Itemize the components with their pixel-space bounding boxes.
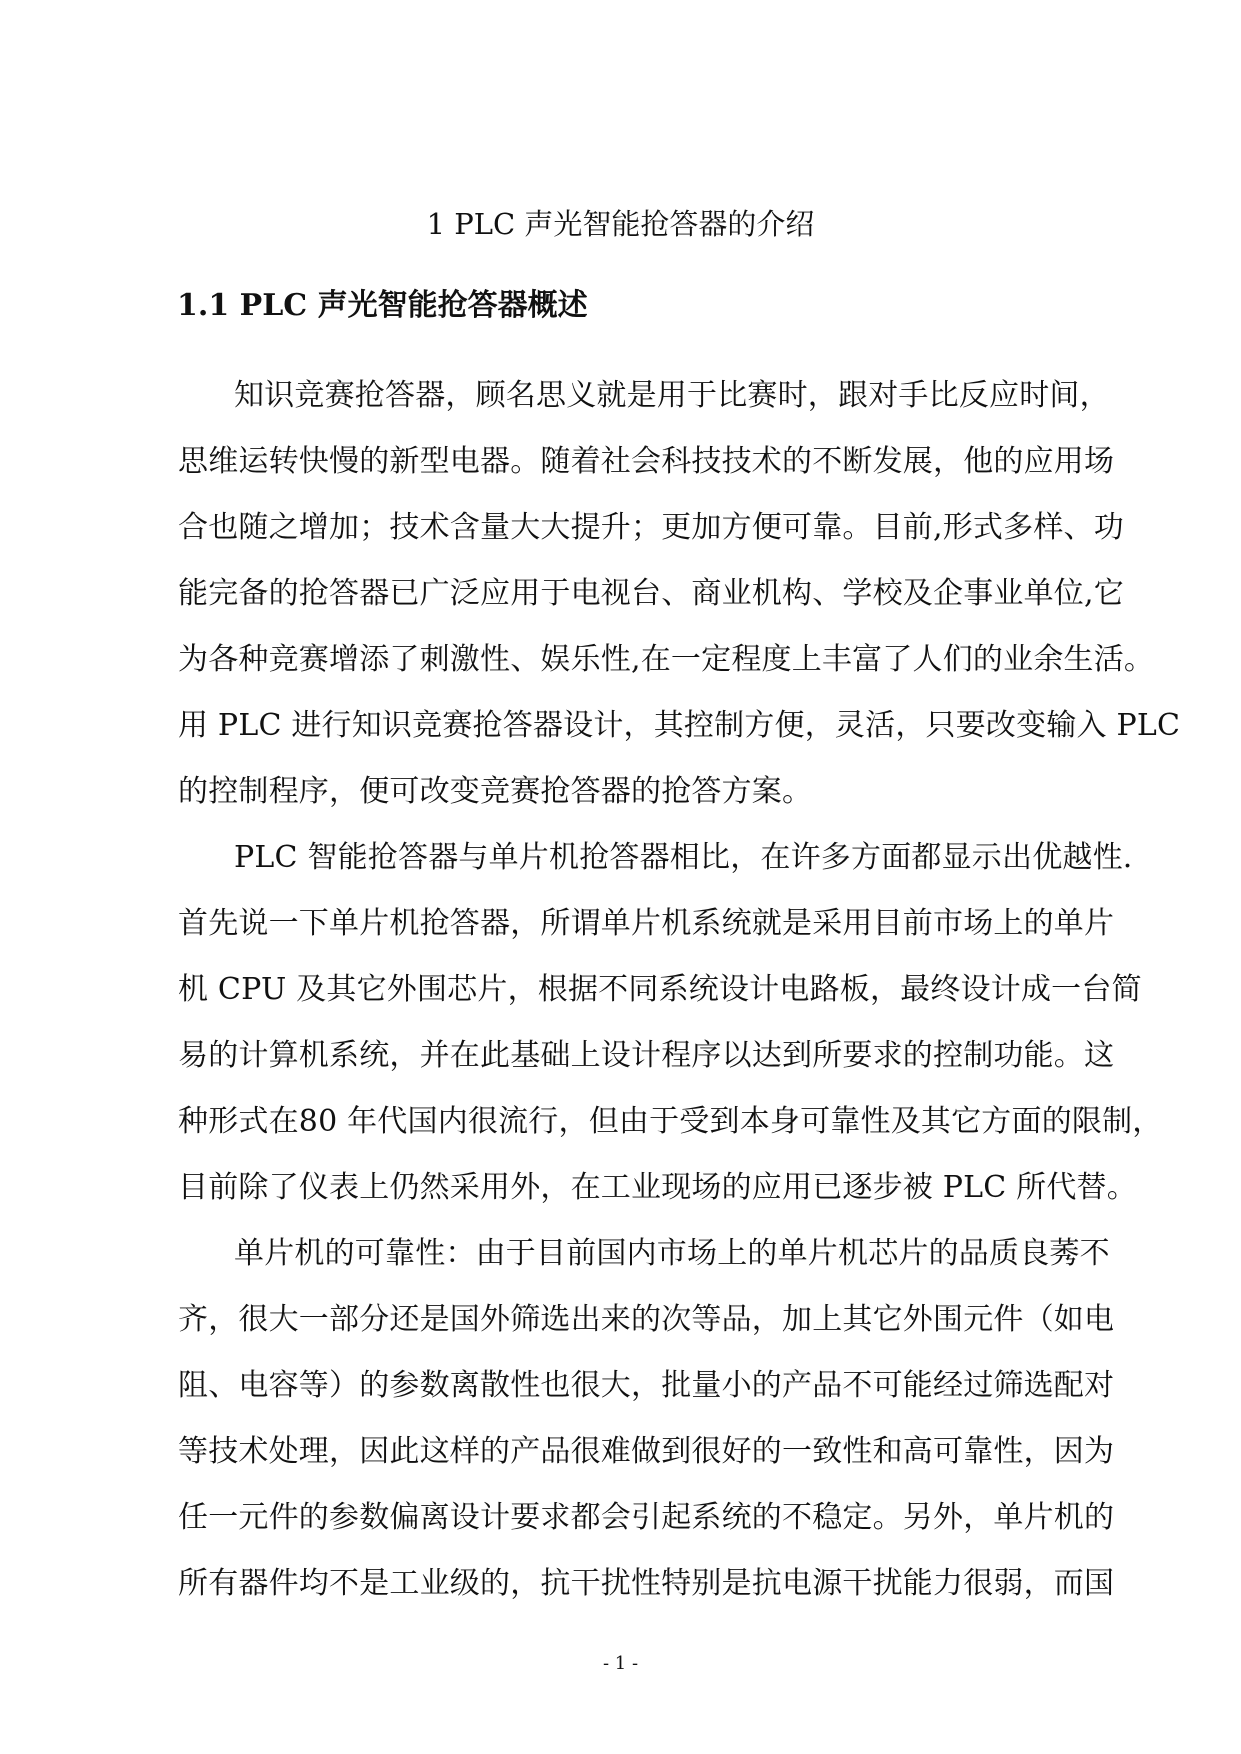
paragraph-line: 首先说一下单片机抢答器，所谓单片机系统就是采用目前市场上的单片 <box>178 906 1115 941</box>
chapter-title: 1 PLC 声光智能抢答器的介绍 <box>426 207 815 241</box>
body-text <box>178 363 1181 1617</box>
paragraph-line: 所有器件均不是工业级的，抗干扰性特别是抗电源干扰能力很弱，而国 <box>178 1566 1115 1601</box>
paragraph-line: 易的计算机系统，并在此基础上设计程序以达到所要求的控制功能。这 <box>178 1038 1115 1073</box>
paragraph-line: 单片机的可靠性：由于目前国内市场上的单片机芯片的品质良莠不 <box>234 1236 1110 1271</box>
paragraph-line: 阻、电容等）的参数离散性也很大，批量小的产品不可能经过筛选配对 <box>178 1368 1115 1403</box>
paragraph-line: 合也随之增加；技术含量大大提升；更加方便可靠。目前,形式多样、功 <box>178 510 1124 545</box>
paragraph-line: 等技术处理，因此这样的产品很难做到很好的一致性和高可靠性，因为 <box>178 1434 1115 1469</box>
paragraph-line: 为各种竞赛增添了刺激性、娱乐性,在一定程度上丰富了人们的业余生活。 <box>178 642 1155 677</box>
paragraph-line: 齐，很大一部分还是国外筛选出来的次等品，加上其它外围元件（如电 <box>178 1302 1115 1337</box>
paragraph-line: 机 CPU 及其它外围芯片，根据不同系统设计电路板，最终设计成一台简 <box>178 972 1142 1007</box>
paragraph-line: 目前除了仪表上仍然采用外，在工业现场的应用已逐步被 PLC 所代替。 <box>178 1170 1137 1205</box>
paragraph-line: 思维运转快慢的新型电器。随着社会科技技术的不断发展，他的应用场 <box>178 444 1115 479</box>
paragraph-line: 能完备的抢答器已广泛应用于电视台、商业机构、学校及企事业单位,它 <box>178 576 1124 611</box>
paragraph-line: 种形式在80 年代国内很流行，但由于受到本身可靠性及其它方面的限制， <box>178 1104 1163 1139</box>
paragraph-line: 知识竞赛抢答器，顾名思义就是用于比赛时，跟对手比反应时间， <box>234 378 1110 413</box>
paragraph-line: PLC 智能抢答器与单片机抢答器相比，在许多方面都显示出优越性. <box>234 840 1133 875</box>
paragraph-line: 的控制程序，便可改变竞赛抢答器的抢答方案。 <box>178 774 813 809</box>
section-title: 1.1 PLC 声光智能抢答器概述 <box>177 288 588 323</box>
page-number: - 1 - <box>602 1653 639 1674</box>
paragraph-line: 任一元件的参数偏离设计要求都会引起系统的不稳定。另外，单片机的 <box>178 1500 1115 1535</box>
paragraph-line: 用 PLC 进行知识竞赛抢答器设计，其控制方便，灵活，只要改变输入 PLC <box>178 708 1181 743</box>
